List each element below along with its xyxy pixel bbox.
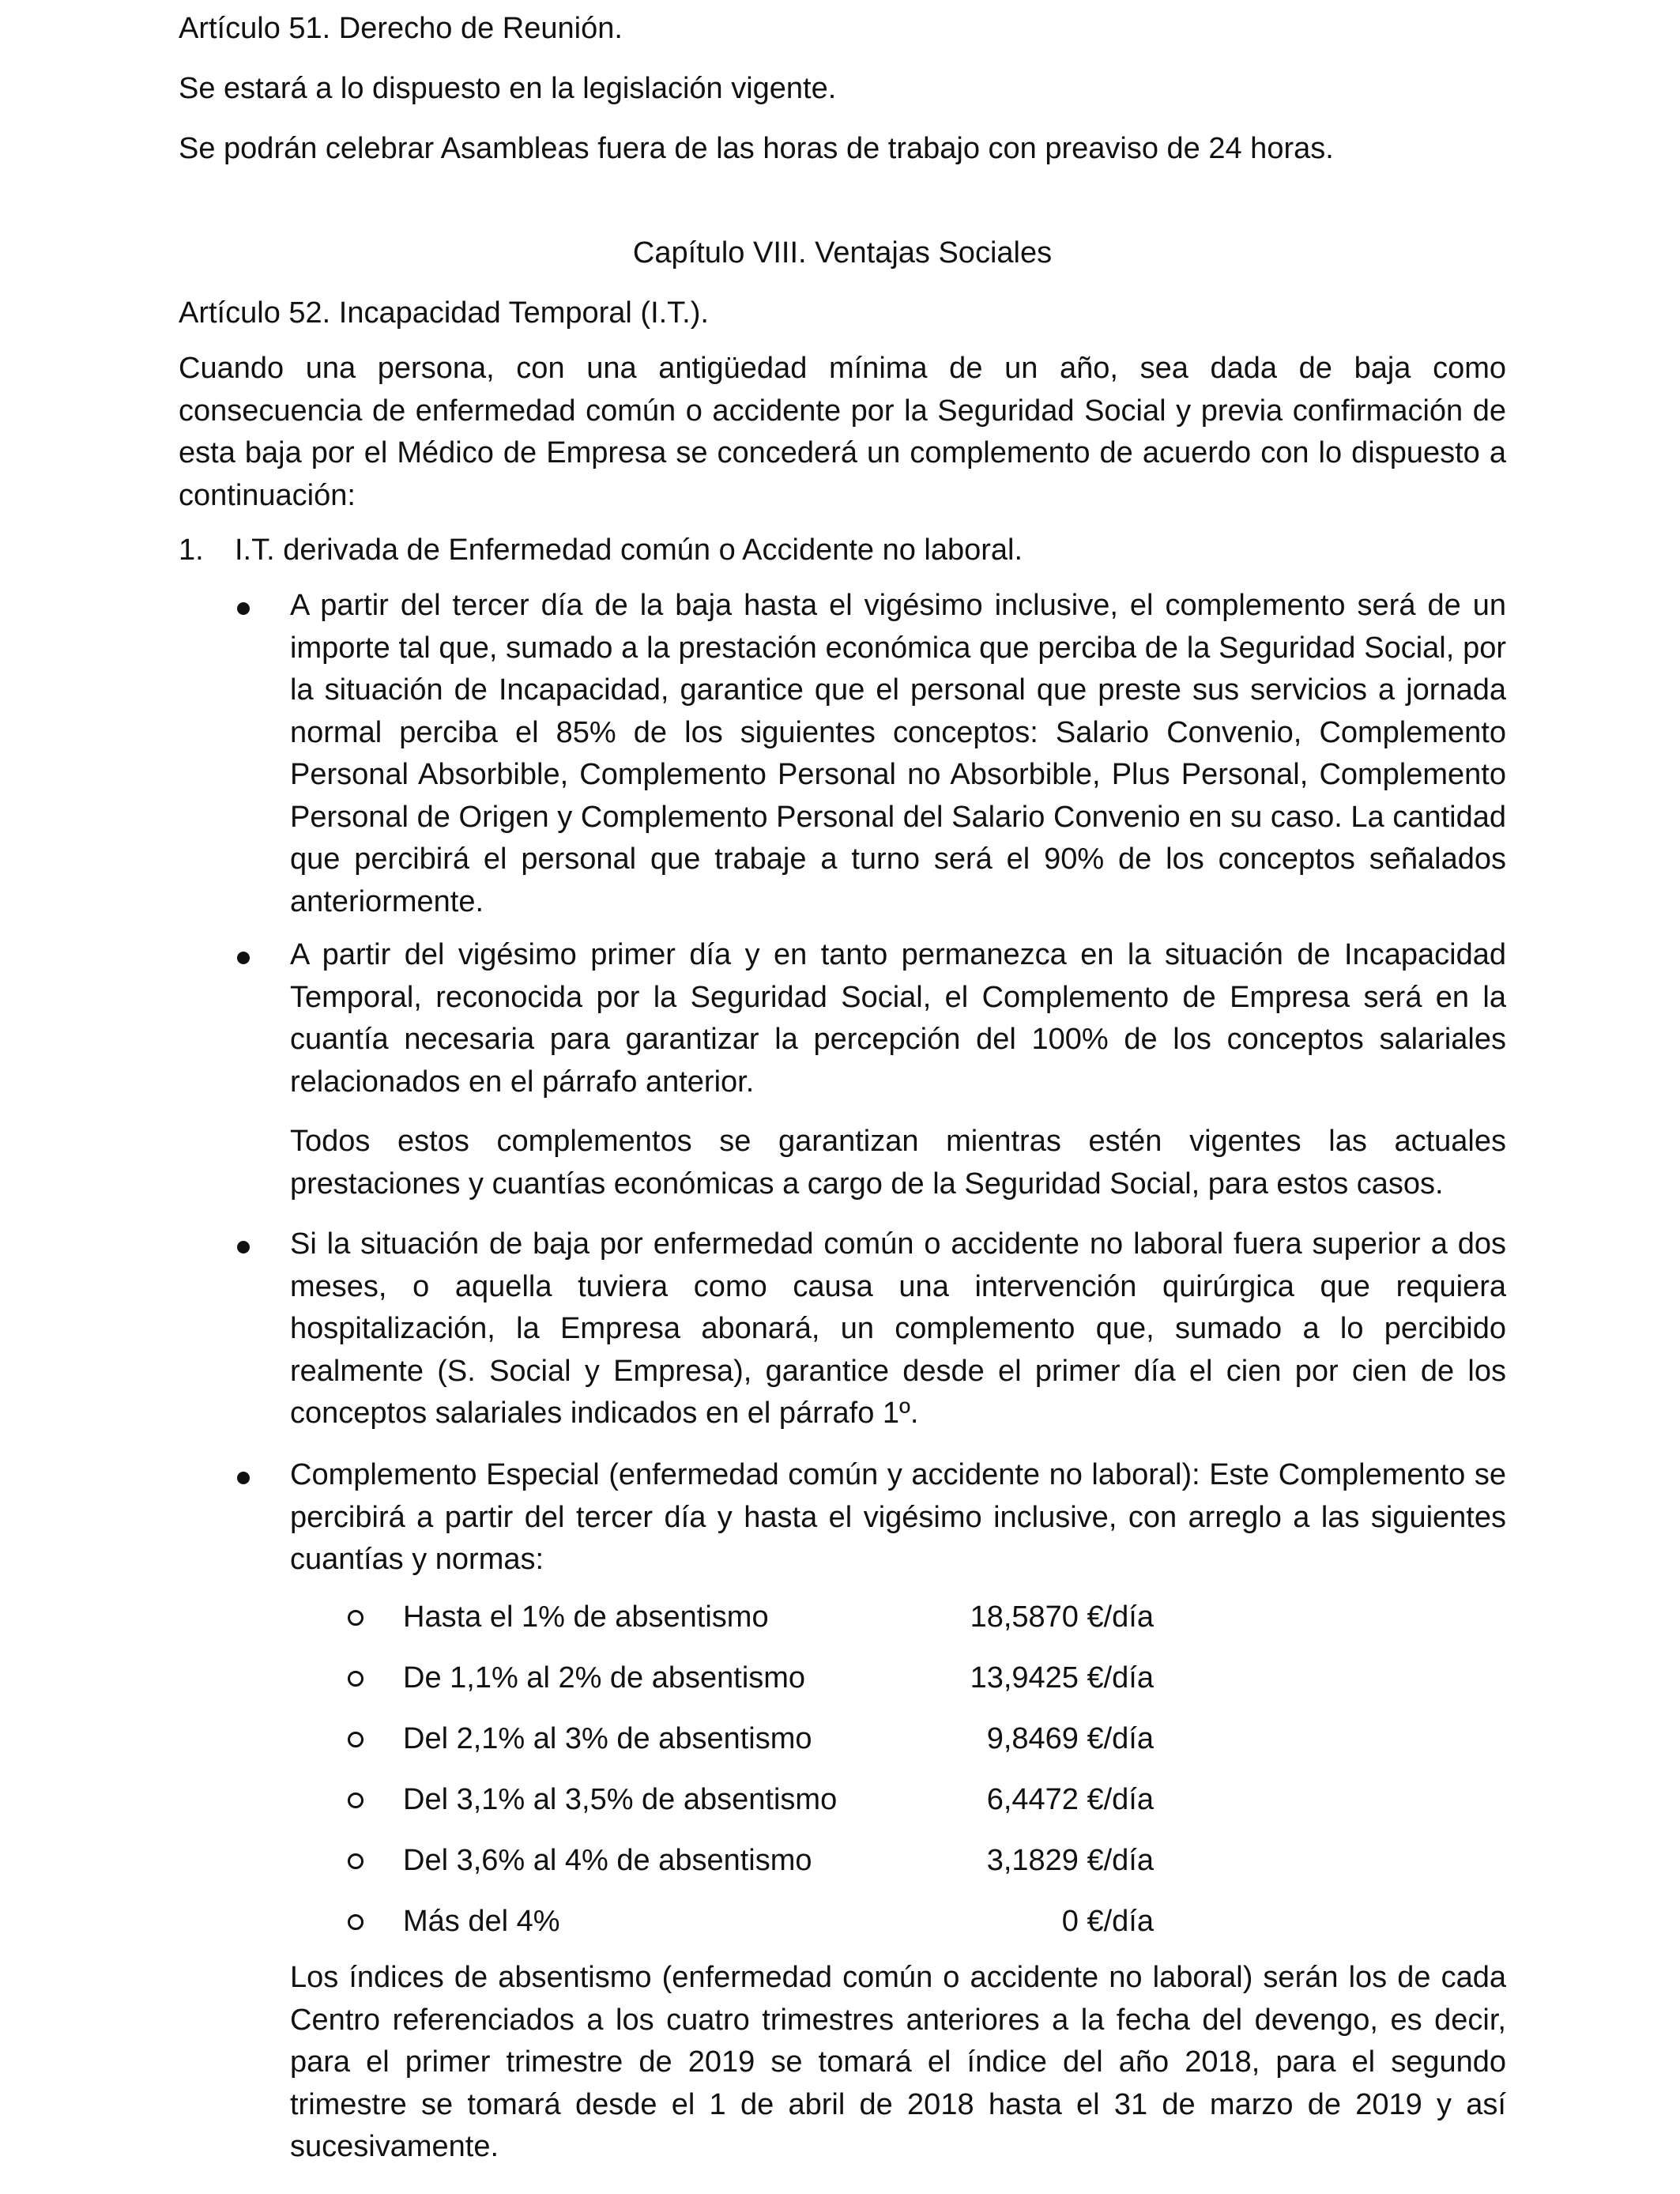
circle-bullet-icon xyxy=(348,1914,363,1930)
tier-amount: 0 €/día xyxy=(1061,1905,1154,1938)
article-51-paragraph-2: Se podrán celebrar Asambleas fuera de las horas de trabajo con preaviso de 24 horas. xyxy=(179,132,1334,165)
article-51-title: Artículo 51. Derecho de Reunión. xyxy=(179,12,623,45)
circle-bullet-icon xyxy=(348,1732,363,1747)
bullet-paragraph-2: A partir del vigésimo primer día y en tanto permanezca en la situación de Incapacidad Temporal, reconocida por la Seguridad Social, el Complemento de Empresa será en la cuantía necesaria para garantizar la percepción del 100% de los conceptos salariales relacionados en el párrafo anterior. xyxy=(290,938,1506,1099)
tier-label: De 1,1% al 2% de absentismo xyxy=(403,1661,806,1695)
circle-bullet-icon xyxy=(348,1853,363,1869)
bullet-marker xyxy=(237,1241,250,1253)
bullet-marker xyxy=(237,1472,250,1484)
tier-label: Hasta el 1% de absentismo xyxy=(403,1600,769,1634)
tier-label: Del 2,1% al 3% de absentismo xyxy=(403,1722,812,1755)
absenteeism-index-paragraph: Los índices de absentismo (enfermedad común o accidente no laboral) serán los de cada Centro referenciados a los cuatro trimestres anteriores a la fecha del devengo, es decir, para el primer trimestre de 2019 se tomará el índice del año 2018, para el segundo trimestre se tomará desde el 1 de abril de 2018 hasta el 31 de marzo de 2019 y así sucesivamente. xyxy=(290,1961,1506,2163)
bullet-paragraph-1: A partir del tercer día de la baja hasta el vigésimo inclusive, el complemento será de un importe tal que, sumado a la prestación económica que perciba de la Seguridad Social, por la situación de Incapacidad, garantice que el personal que preste sus servicios a jornada normal perciba el 85% de los siguientes conceptos: Salario Convenio, Complemento Personal Absorbible, Complemento Personal no Absorbible, Plus Personal, Complemento Personal de Origen y Complemento Personal del Salario Convenio en su caso. La cantidad que percibirá el personal que trabaje a turno será el 90% de los conceptos señalados anteriormente. xyxy=(290,589,1506,918)
circle-bullet-icon xyxy=(348,1610,363,1626)
list-number-marker: 1. xyxy=(179,533,204,567)
guarantee-note: Todos estos complementos se garantizan mientras estén vigentes las actuales prestaciones y cuantías económicas a cargo de la Seguridad Social, para estos casos. xyxy=(290,1125,1506,1201)
circle-bullet-icon xyxy=(348,1671,363,1687)
tier-amount: 6,4472 €/día xyxy=(986,1783,1154,1816)
bullet-marker xyxy=(237,952,250,964)
circle-bullet-icon xyxy=(348,1793,363,1808)
bullet-paragraph-3: Si la situación de baja por enfermedad común o accidente no laboral fuera superior a dos meses, o aquella tuviera como causa una intervención quirúrgica que requiera hospitalización, la Empresa abonará, un complemento que, sumado a lo percibido realmente (S. Social y Empresa), garantice desde el primer día el cien por cien de los conceptos salariales indicados en el párrafo 1º. xyxy=(290,1227,1506,1430)
bullet-paragraph-4: Complemento Especial (enfermedad común y accidente no laboral): Este Complemento se percibirá a partir del tercer día y hasta el vigésimo inclusive, con arreglo a las siguientes cuantías y normas: xyxy=(290,1458,1506,1576)
tier-label: Más del 4% xyxy=(403,1905,560,1938)
tier-amount: 13,9425 €/día xyxy=(970,1661,1154,1695)
tier-label: Del 3,6% al 4% de absentismo xyxy=(403,1844,812,1877)
tier-amount: 3,1829 €/día xyxy=(986,1844,1154,1877)
bullet-marker xyxy=(237,602,250,615)
chapter-heading: Capítulo VIII. Ventajas Sociales xyxy=(632,236,1053,270)
tier-label: Del 3,1% al 3,5% de absentismo xyxy=(403,1783,838,1816)
list-item-1-label: I.T. derivada de Enfermedad común o Accidente no laboral. xyxy=(235,533,1023,567)
article-51-paragraph-1: Se estará a lo dispuesto en la legislación vigente. xyxy=(179,72,837,105)
tier-amount: 9,8469 €/día xyxy=(986,1722,1154,1755)
article-52-title: Artículo 52. Incapacidad Temporal (I.T.). xyxy=(179,296,709,330)
tier-amount: 18,5870 €/día xyxy=(970,1600,1154,1634)
article-52-intro: Cuando una persona, con una antigüedad mínima de un año, sea dada de baja como consecuencia de enfermedad común o accidente por la Seguridad Social y previa confirmación de esta baja por el Médico de Empresa se concederá un complemento de acuerdo con lo dispuesto a continuación: xyxy=(179,352,1506,512)
